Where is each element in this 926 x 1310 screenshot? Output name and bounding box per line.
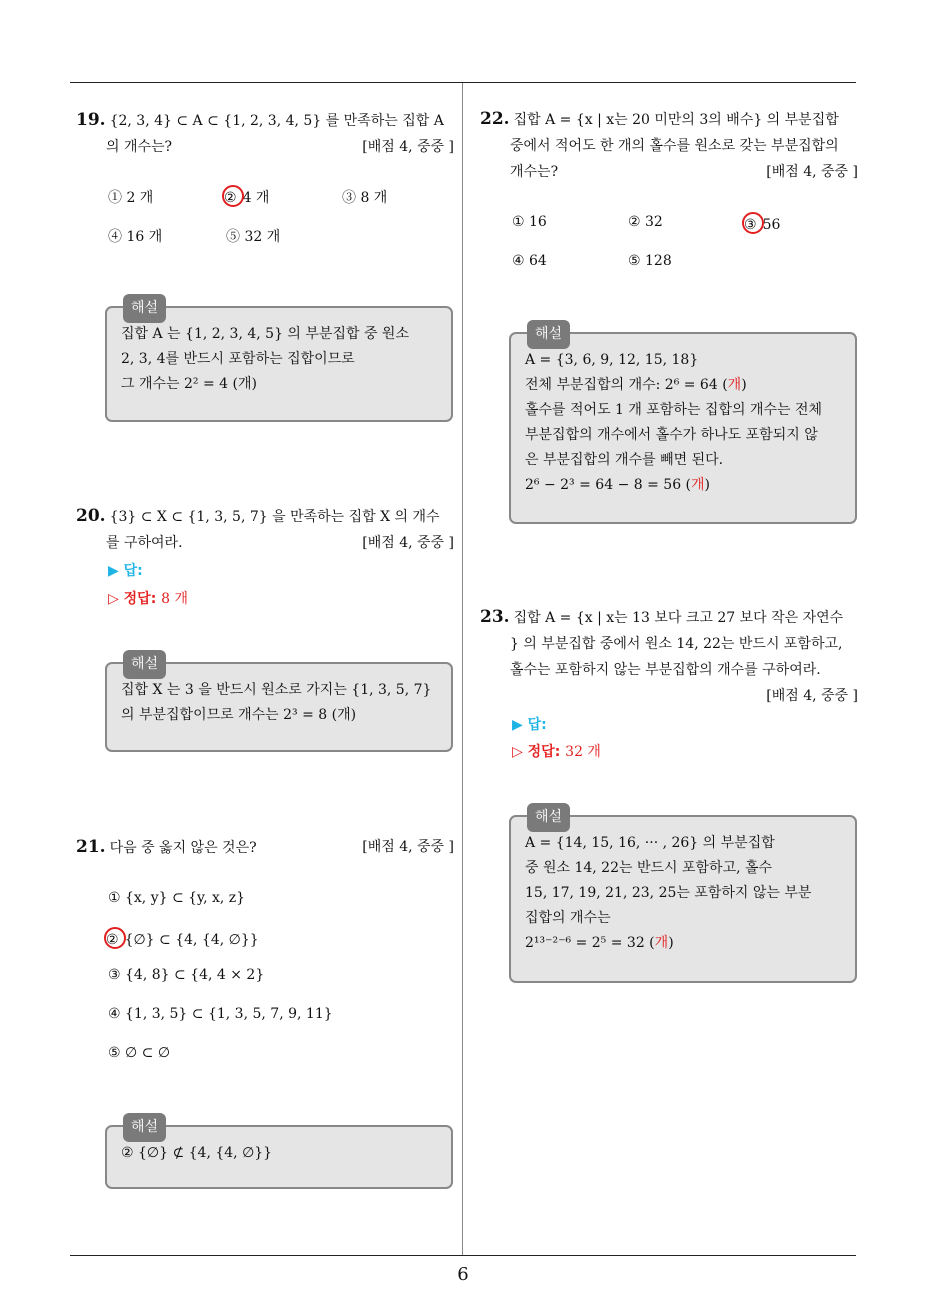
question-text: 홀수는 포함하지 않는 부분집합의 개수를 구하여라. bbox=[510, 662, 821, 678]
question-text: 중에서 적어도 한 개의 홀수를 원소로 갖는 부분집합의 bbox=[510, 138, 839, 154]
explanation-box bbox=[509, 326, 857, 524]
column-divider bbox=[462, 83, 463, 1255]
explanation-box bbox=[509, 809, 857, 983]
explanation-line: ② {∅} ⊄ {4, {4, ∅}} bbox=[121, 1145, 273, 1161]
question-23 bbox=[480, 604, 858, 709]
question-text: {2, 3, 4} ⊂ A ⊂ {1, 2, 3, 4, 5} 를 만족하는 집합 A bbox=[109, 113, 444, 129]
explanation-text: 전체 부분집합의 개수: 2⁶ = 64 ( bbox=[525, 377, 728, 393]
question-text: 집합 A = {x | x는 20 미만의 3의 배수} 의 부분집합 bbox=[513, 112, 839, 128]
answer-label: ▶ 답: bbox=[108, 563, 143, 579]
score-meta: [배점 4, 중중 ] bbox=[362, 139, 454, 155]
bottom-rule bbox=[70, 1255, 856, 1256]
choice-2[interactable] bbox=[226, 187, 269, 209]
question-text: 다음 중 옳지 않은 것은? bbox=[109, 840, 257, 856]
explanation-line bbox=[525, 931, 841, 956]
question-number: 22. bbox=[480, 109, 510, 129]
question-number: 19. bbox=[76, 110, 106, 130]
top-rule bbox=[70, 82, 856, 83]
question-number: 23. bbox=[480, 607, 510, 627]
correct-label: ▷ 정답: bbox=[108, 591, 157, 607]
score-meta: [배점 4, 중중 ] bbox=[362, 535, 454, 551]
explanation-line: 집합 A 는 {1, 2, 3, 4, 5} 의 부분집합 중 원소 bbox=[121, 326, 409, 342]
question-number: 21. bbox=[76, 837, 106, 857]
explanation-tag: 해설 bbox=[123, 1113, 166, 1142]
explanation-line: 집합 X 는 3 을 반드시 원소로 가지는 {1, 3, 5, 7} bbox=[121, 682, 432, 698]
explanation-line: 그 개수는 2² = 4 (개) bbox=[121, 376, 257, 392]
choice-marker: ③ bbox=[744, 217, 757, 233]
explanation-line bbox=[525, 473, 841, 498]
question-21 bbox=[76, 834, 454, 861]
choice-3[interactable] bbox=[746, 214, 780, 236]
correct-label: ▷ 정답: bbox=[512, 744, 561, 760]
explanation-line: 15, 17, 19, 21, 23, 25는 포함하지 않는 부분 bbox=[525, 885, 812, 901]
choice-1[interactable]: ① 2 개 bbox=[108, 190, 154, 206]
unit-text: 개 bbox=[727, 377, 742, 393]
explanation-line bbox=[525, 373, 841, 398]
choice-5[interactable]: ⑤ ∅ ⊂ ∅ bbox=[108, 1045, 171, 1061]
explanation-line: 중 원소 14, 22는 반드시 포함하고, 홀수 bbox=[525, 860, 773, 876]
choice-text: {∅} ⊂ {4, {4, ∅}} bbox=[124, 932, 259, 948]
choice-3[interactable]: ③ 8 개 bbox=[342, 190, 388, 206]
explanation-line: 은 부분집합의 개수를 빼면 된다. bbox=[525, 452, 724, 468]
explanation-text: ) bbox=[704, 477, 711, 493]
choice-3[interactable]: ③ {4, 8} ⊂ {4, 4 × 2} bbox=[108, 967, 265, 983]
unit-text: 개 bbox=[654, 935, 669, 951]
explanation-line: 의 부분집합이므로 개수는 2³ = 8 (개) bbox=[121, 707, 357, 723]
choice-2[interactable]: ② 32 bbox=[628, 214, 663, 230]
answer-circle-mark bbox=[742, 212, 764, 234]
unit-text: 개 bbox=[691, 477, 705, 493]
choice-text: 56 bbox=[762, 217, 781, 233]
answer-label: ▶ 답: bbox=[512, 717, 547, 733]
answer-circle-mark bbox=[104, 927, 126, 949]
explanation-line: 2, 3, 4를 반드시 포함하는 집합이므로 bbox=[121, 351, 355, 367]
score-meta: [배점 4, 중중 ] bbox=[766, 164, 858, 180]
explanation-line: 집합의 개수는 bbox=[525, 910, 611, 926]
question-text: 개수는? bbox=[510, 164, 559, 180]
question-20 bbox=[76, 503, 454, 556]
question-number: 20. bbox=[76, 506, 106, 526]
explanation-line: 홀수를 적어도 1 개 포함하는 집합의 개수는 전체 bbox=[525, 402, 823, 418]
question-text: {3} ⊂ X ⊂ {1, 3, 5, 7} 을 만족하는 집합 X 의 개수 bbox=[109, 509, 440, 525]
explanation-box bbox=[105, 300, 453, 422]
question-text: } 의 부분집합 중에서 원소 14, 22는 반드시 포함하고, bbox=[510, 636, 843, 652]
explanation-text: ) bbox=[668, 935, 674, 951]
explanation-line: A = {14, 15, 16, ··· , 26} 의 부분집합 bbox=[525, 835, 775, 851]
choice-5[interactable]: ⑤ 32 개 bbox=[226, 229, 281, 245]
correct-answer bbox=[512, 741, 601, 761]
correct-answer bbox=[108, 588, 188, 608]
score-meta: [배점 4, 중중 ] bbox=[766, 688, 858, 704]
choice-1[interactable]: ① {x, y} ⊂ {y, x, z} bbox=[108, 890, 246, 906]
page-number: 6 bbox=[457, 1264, 469, 1285]
explanation-tag: 해설 bbox=[527, 320, 570, 349]
explanation-tag: 해설 bbox=[123, 650, 166, 679]
explanation-tag: 해설 bbox=[527, 803, 570, 832]
explanation-text: ) bbox=[741, 377, 747, 393]
choice-4[interactable]: ④ 64 bbox=[512, 253, 547, 269]
question-text: 의 개수는? bbox=[106, 139, 173, 155]
explanation-box bbox=[105, 1119, 453, 1189]
score-meta: [배점 4, 중중 ] bbox=[362, 839, 454, 855]
choice-2[interactable] bbox=[108, 929, 259, 951]
explanation-line: A = {3, 6, 9, 12, 15, 18} bbox=[525, 352, 699, 368]
explanation-text: 2¹³⁻²⁻⁶ = 2⁵ = 32 ( bbox=[525, 935, 655, 951]
choice-5[interactable]: ⑤ 128 bbox=[628, 253, 672, 269]
explanation-box bbox=[105, 656, 453, 752]
choice-marker: ② bbox=[106, 932, 119, 948]
correct-value: 8 개 bbox=[161, 591, 189, 607]
explanation-text: 2⁶ − 2³ = 64 − 8 = 56 ( bbox=[525, 477, 692, 493]
question-22 bbox=[480, 106, 858, 185]
choice-text: 4 개 bbox=[242, 190, 270, 206]
choice-1[interactable]: ① 16 bbox=[512, 214, 547, 230]
explanation-line: 부분집합의 개수에서 홀수가 하나도 포함되지 않 bbox=[525, 427, 818, 443]
explanation-tag: 해설 bbox=[123, 294, 166, 323]
choice-4[interactable]: ④ {1, 3, 5} ⊂ {1, 3, 5, 7, 9, 11} bbox=[108, 1006, 333, 1022]
answer-circle-mark bbox=[222, 185, 244, 207]
question-text: 집합 A = {x | x는 13 보다 크고 27 보다 작은 자연수 bbox=[513, 610, 844, 626]
question-text: 를 구하여라. bbox=[106, 535, 183, 551]
correct-value: 32 개 bbox=[565, 744, 601, 760]
question-19 bbox=[76, 107, 454, 160]
choice-marker: ② bbox=[224, 190, 237, 206]
choice-4[interactable]: ④ 16 개 bbox=[108, 229, 163, 245]
